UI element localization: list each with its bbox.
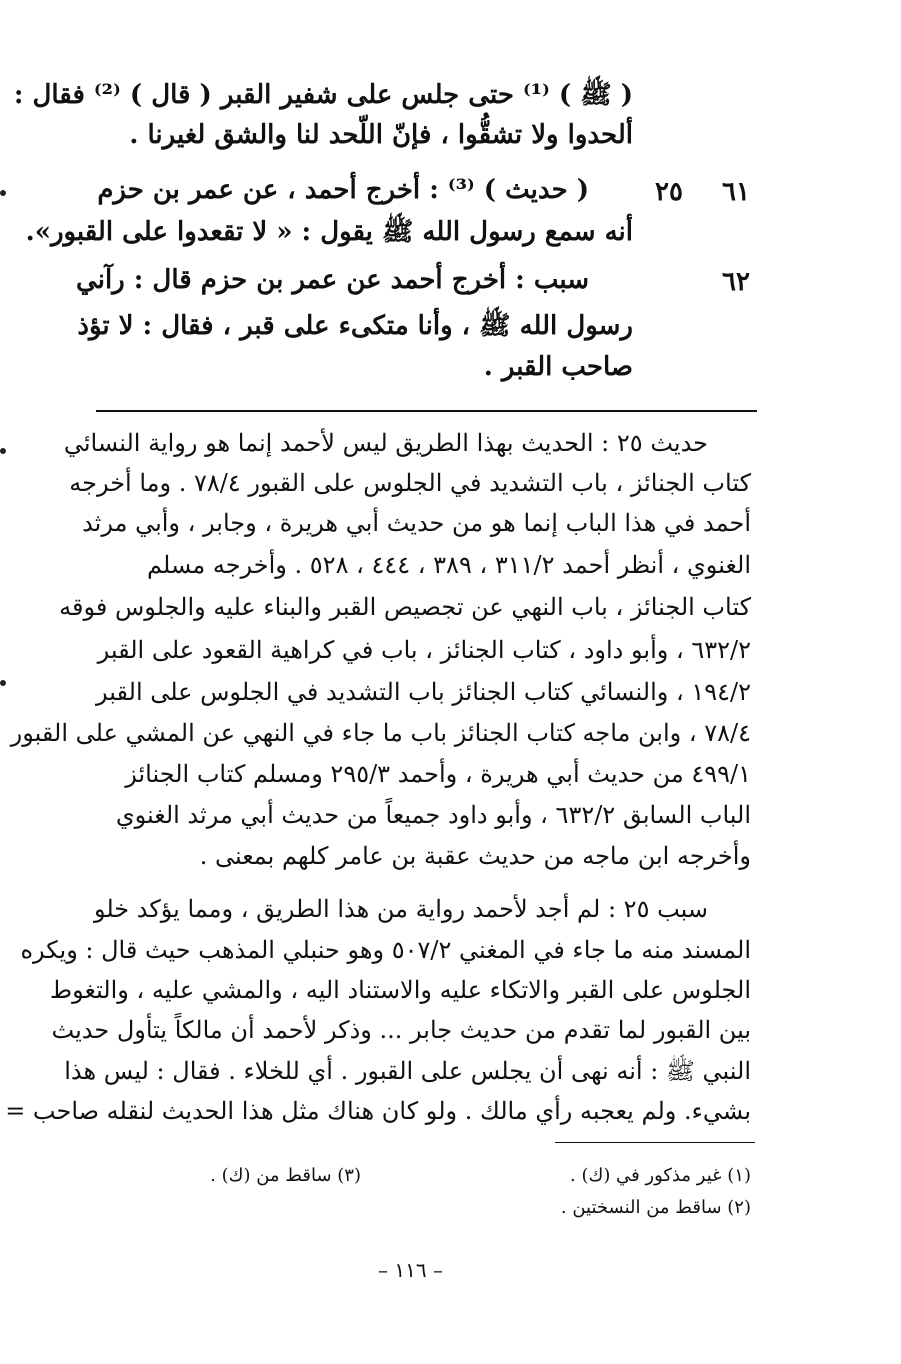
commentary-line: الباب السابق ٦٣٢/٢ ، وأبو داود جميعاً من حديث أبي مرثد الغنوي (115, 801, 751, 829)
footnote-1: (١) غير مذكور في (ك) . (570, 1165, 751, 1186)
commentary-line: ٧٨/٤ ، وابن ماجه كتاب الجنائز باب ما جاء في النهي عن المشي على القبور (10, 719, 751, 747)
commentary-line: أحمد في هذا الباب إنما هو من حديث أبي هريرة ، وجابر ، وأبي مرثد (82, 509, 751, 537)
footnote-2: (٢) ساقط من النسختين . (560, 1197, 751, 1218)
entry-61-hadith-number: ٢٥ (655, 177, 683, 207)
commentary-line: النبي ﷺ : أنه نهى أن يجلس على القبور . أي للخلاء . فقال : ليس هذا (64, 1057, 751, 1085)
commentary-line: ١٩٤/٢ ، والنسائي كتاب الجنائز باب التشديد في الجلوس على القبر (96, 678, 751, 706)
commentary-line: المسند منه ما جاء في المغني ٥٠٧/٢ وهو حنبلي المذهب حيث قال : ويكره (20, 936, 751, 964)
entry-62-number: ٦٢ (722, 267, 750, 297)
entry-continuation-line-1: ( ﷺ ) ⁽¹⁾ حتى جلس على شفير القبر ( قال ) ⁽²⁾ فقال : (13, 80, 633, 110)
entry-62-line-3: صاحب القبر . (483, 352, 633, 382)
footnote-divider (555, 1142, 755, 1143)
scan-mark (0, 190, 6, 196)
scan-mark (0, 680, 6, 686)
entry-62-line-1: سبب : أخرج أحمد عن عمر بن حزم قال : رآني (76, 265, 589, 295)
commentary-line: بشيء. ولم يعجبه رأي مالك . ولو كان هناك مثل هذا الحديث لنقله صاحب = (5, 1097, 751, 1125)
commentary-line: ٦٣٢/٢ ، وأبو داود ، كتاب الجنائز ، باب في كراهية القعود على القبر (97, 636, 751, 664)
commentary-line: الجلوس على القبر والاتكاء عليه والاستناد اليه ، والمشي عليه ، والتغوط (49, 976, 751, 1004)
page-number: – ١١٦ – (378, 1258, 443, 1282)
entry-61-line-1: ( حديث ) ⁽³⁾ : أخرج أحمد ، عن عمر بن حزم (97, 175, 589, 205)
commentary-line: الغنوي ، أنظر أحمد ٣١١/٢ ، ٣٨٩ ، ٤٤٤ ، ٥٢٨ . وأخرجه مسلم (147, 551, 751, 579)
commentary-line: وأخرجه ابن ماجه من حديث عقبة بن عامر كلهم بمعنى . (199, 842, 751, 870)
commentary-line: سبب ٢٥ : لم أجد لأحمد رواية من هذا الطريق ، ومما يؤكد خلو (93, 895, 708, 923)
commentary-line: بين القبور لما تقدم من حديث جابر ... وذكر لأحمد أن مالكاً يتأول حديث (51, 1016, 751, 1044)
entry-61-number: ٦١ (722, 177, 750, 207)
entry-continuation-line-2: ألحدوا ولا تشقُّوا ، فإنّ اللّحد لنا والشق لغيرنا . (129, 120, 633, 150)
commentary-line: حديث ٢٥ : الحديث بهذا الطريق ليس لأحمد إنما هو رواية النسائي (63, 429, 708, 457)
entry-62-line-2: رسول الله ﷺ ، وأنا متكىء على قبر ، فقال : لا تؤذ (77, 311, 633, 341)
commentary-line: كتاب الجنائز ، باب التشديد في الجلوس على القبور ٧٨/٤ . وما أخرجه (69, 469, 751, 497)
section-divider (96, 410, 757, 412)
footnote-3: (٣) ساقط من (ك) . (210, 1165, 361, 1186)
commentary-line: كتاب الجنائز ، باب النهي عن تجصيص القبر والبناء عليه والجلوس فوقه (59, 593, 751, 621)
scan-mark (0, 448, 6, 454)
entry-61-line-2: أنه سمع رسول الله ﷺ يقول : « لا تقعدوا على القبور». (25, 217, 633, 247)
commentary-line: ٤٩٩/١ من حديث أبي هريرة ، وأحمد ٢٩٥/٣ ومسلم كتاب الجنائز (125, 760, 751, 788)
